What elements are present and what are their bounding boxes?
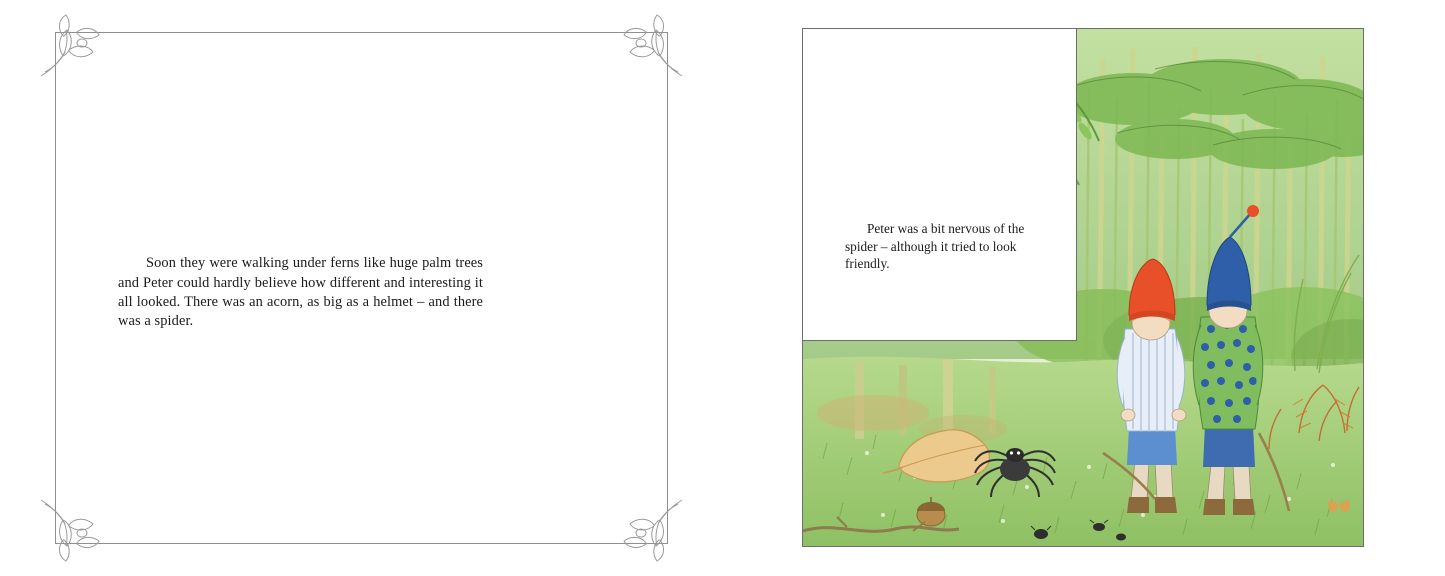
illustration: [802, 28, 1364, 547]
left-page: [0, 0, 722, 576]
caption-box: [803, 29, 1077, 341]
floral-corner-ornament-icon: [616, 10, 690, 84]
floral-corner-ornament-icon: [33, 10, 107, 84]
floral-corner-ornament-icon: [33, 492, 107, 566]
right-page: [722, 0, 1445, 576]
story-body-text: Soon they were walking under ferns like huge palm trees and Peter could hardly believe how different and interesting it all looked. There was an acorn, as big as a helmet – and there was a spider.: [118, 255, 483, 330]
floral-corner-ornament-icon: [616, 492, 690, 566]
caption-text: Peter was a bit nervous of the spider – although it tried to look friendly.: [845, 221, 1025, 272]
